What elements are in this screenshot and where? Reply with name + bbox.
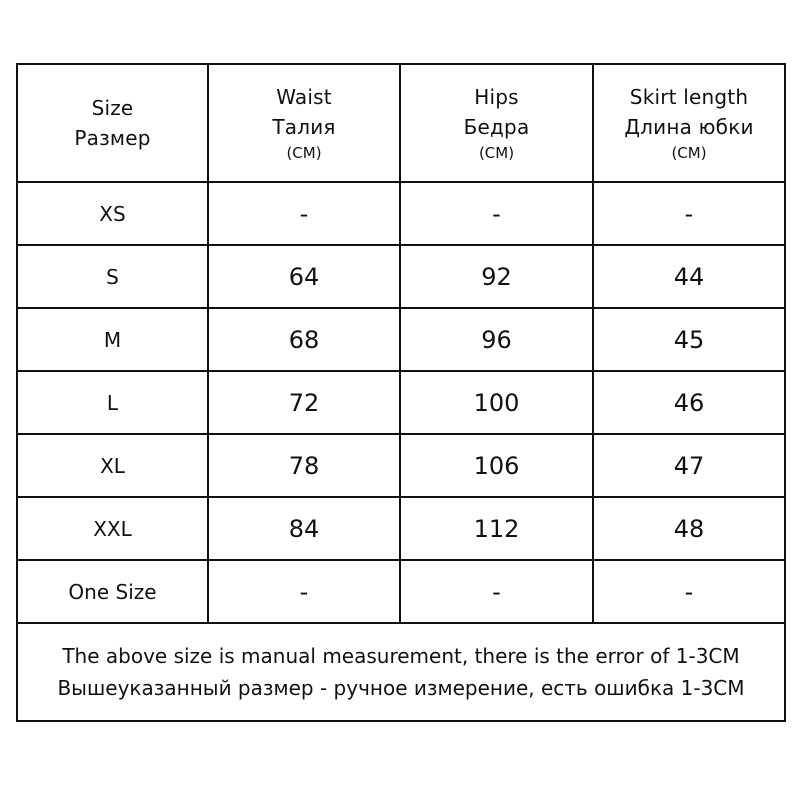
table-row <box>17 371 785 434</box>
note-cell <box>17 623 785 721</box>
waist-cell: 84 <box>208 497 400 560</box>
skirt-length-cell: 45 <box>593 308 785 371</box>
header-hips-ru: Бедра <box>463 115 530 139</box>
waist-cell: 68 <box>208 308 400 371</box>
size-cell: M <box>17 308 208 371</box>
header-skirt-length <box>593 64 785 182</box>
size-cell: L <box>17 371 208 434</box>
note-english: The above size is manual measurement, there is the error of 1-3CM <box>62 644 740 668</box>
note-russian: Вышеуказанный размер - ручное измерение, есть ошибка 1-3CM <box>57 676 745 700</box>
size-cell: One Size <box>17 560 208 623</box>
header-size <box>17 64 208 182</box>
waist-cell: - <box>208 182 400 245</box>
table-row <box>17 308 785 371</box>
skirt-length-cell: 48 <box>593 497 785 560</box>
header-waist-en: Waist <box>276 85 332 109</box>
size-cell: S <box>17 245 208 308</box>
header-waist <box>208 64 400 182</box>
size-cell: XXL <box>17 497 208 560</box>
hips-cell: 96 <box>400 308 593 371</box>
header-size-ru: Размер <box>74 126 151 150</box>
hips-cell: 92 <box>400 245 593 308</box>
header-skirt-length-unit: (CM) <box>671 144 707 162</box>
table-row <box>17 245 785 308</box>
size-cell: XL <box>17 434 208 497</box>
table-row <box>17 182 785 245</box>
skirt-length-cell: 46 <box>593 371 785 434</box>
hips-cell: - <box>400 182 593 245</box>
header-skirt-length-ru: Длина юбки <box>624 115 754 139</box>
header-size-en: Size <box>91 96 134 120</box>
skirt-length-cell: - <box>593 560 785 623</box>
hips-cell: 112 <box>400 497 593 560</box>
waist-cell: - <box>208 560 400 623</box>
waist-cell: 72 <box>208 371 400 434</box>
header-waist-ru: Талия <box>272 115 336 139</box>
table-row <box>17 560 785 623</box>
header-hips-en: Hips <box>474 85 519 109</box>
header-row <box>17 64 785 182</box>
header-waist-unit: (CM) <box>286 144 322 162</box>
size-cell: XS <box>17 182 208 245</box>
note-row <box>17 623 785 721</box>
waist-cell: 64 <box>208 245 400 308</box>
skirt-length-cell: - <box>593 182 785 245</box>
hips-cell: 106 <box>400 434 593 497</box>
header-hips-unit: (CM) <box>478 144 515 162</box>
hips-cell: - <box>400 560 593 623</box>
table-row <box>17 497 785 560</box>
skirt-length-cell: 47 <box>593 434 785 497</box>
skirt-length-cell: 44 <box>593 245 785 308</box>
hips-cell: 100 <box>400 371 593 434</box>
header-hips <box>400 64 593 182</box>
waist-cell: 78 <box>208 434 400 497</box>
table-row <box>17 434 785 497</box>
size-chart-table <box>16 63 786 722</box>
header-skirt-length-en: Skirt length <box>629 85 749 109</box>
